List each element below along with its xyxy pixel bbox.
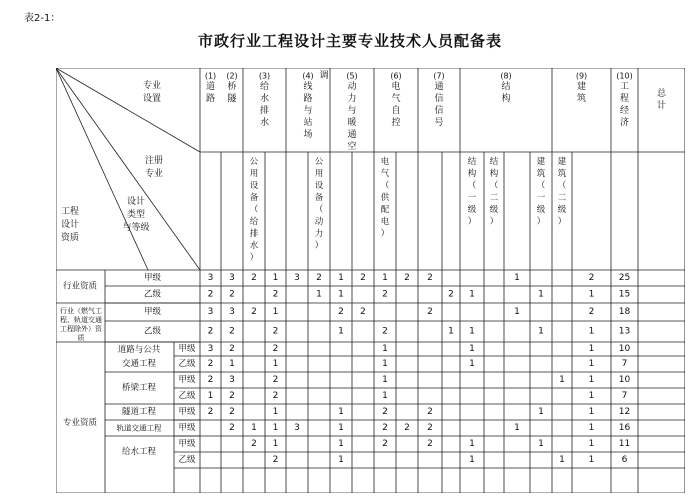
table-cell: 1 <box>538 407 544 417</box>
table-cell: 2 <box>382 423 388 433</box>
table-cell: 1 <box>382 391 388 401</box>
table-cell: 2 <box>404 273 410 283</box>
column-label: 线路与站场 <box>303 82 313 140</box>
registered-subheader: 电气（供配电） <box>380 157 390 239</box>
column-number: (4) <box>302 71 314 81</box>
table-cell: 1 <box>229 359 235 369</box>
table-cell: 2 <box>360 273 366 283</box>
column-label: 通信信号 <box>434 82 444 128</box>
table-cell: 1 <box>588 423 595 433</box>
column-number: (5) <box>346 71 358 81</box>
table-cell: 2 <box>360 307 366 317</box>
table-cell: 2 <box>251 307 257 317</box>
table-cell: 15 <box>618 289 631 300</box>
column-label: 给水排水 <box>259 82 270 128</box>
diag <box>56 68 200 152</box>
table-cell: 1 <box>538 289 544 300</box>
table-cell: 2 <box>448 289 454 300</box>
table-cell: 18 <box>618 307 631 317</box>
grade-label: 甲级 <box>178 375 196 385</box>
table-cell: 1 <box>588 455 595 465</box>
table-cell: 1 <box>469 326 475 337</box>
table-cell: 1 <box>588 375 595 385</box>
table-cell: 1 <box>469 289 475 300</box>
table-cell: 3 <box>207 273 214 283</box>
table-cell: 25 <box>618 273 631 283</box>
table-cell: 2 <box>207 289 214 300</box>
table-cell: 2 <box>382 407 388 417</box>
table-cell: 3 <box>294 423 300 433</box>
column-number: (6) <box>390 71 402 81</box>
column-label: 电气自控 <box>391 82 401 128</box>
column-number: (3) <box>258 71 271 81</box>
table-cell: 1 <box>469 439 475 449</box>
group-label: 行业（燃气工程、轨道交通工程除外）资质 <box>60 307 102 342</box>
table-cell: 1 <box>469 455 475 465</box>
table-cell: 16 <box>618 423 631 433</box>
table-cell: 2 <box>272 375 279 385</box>
table-cell: 1 <box>469 359 475 369</box>
table-cell: 1 <box>251 423 257 433</box>
table-cell: 11 <box>618 439 631 449</box>
corner-left: 设计 <box>60 220 80 230</box>
column-number: (8) <box>500 71 512 81</box>
registered-subheader: 公用设备（给排水） <box>249 157 259 263</box>
table-cell: 1 <box>272 407 279 417</box>
corner-lower: 与等级 <box>122 223 150 233</box>
column-label: 建筑 <box>576 82 587 104</box>
table-cell: 2 <box>229 326 235 337</box>
table-cell: 2 <box>229 289 235 300</box>
table-cell: 2 <box>427 423 433 433</box>
registered-subheader: 公用设备（动力） <box>314 157 324 251</box>
table-cell: 1 <box>272 359 279 369</box>
table-cell: 1 <box>338 273 344 283</box>
subgroup-label: 桥梁工程 <box>121 383 157 393</box>
group-label: 专业资质 <box>62 418 98 428</box>
table-cell: 1 <box>207 391 214 401</box>
column-number: (10) <box>616 71 633 81</box>
table-cell: 2 <box>427 307 433 317</box>
table-cell: 2 <box>207 407 214 417</box>
table-cell: 1 <box>338 423 344 433</box>
grade-label: 乙级 <box>143 289 162 300</box>
table-cell: 2 <box>251 273 257 283</box>
table-cell: 1 <box>514 307 520 317</box>
table-cell: 10 <box>618 344 631 354</box>
table-cell: 1 <box>588 359 595 369</box>
corner-middle: 专业 <box>144 169 164 179</box>
registered-subheader: 建筑（二级） <box>557 157 567 227</box>
column-number: (2) <box>226 71 238 81</box>
table-cell: 1 <box>382 344 388 354</box>
grade-label: 乙级 <box>178 455 196 465</box>
column-label: 道路 <box>205 82 216 104</box>
table-cell: 1 <box>588 407 595 417</box>
table-label: 表2-1： <box>24 13 61 24</box>
table-cell: 1 <box>382 273 388 283</box>
group-label: 行业资质 <box>62 281 98 292</box>
grade-label: 甲级 <box>143 273 162 283</box>
table-cell: 1 <box>588 344 595 354</box>
table-cell: 6 <box>621 455 628 465</box>
grade-label: 甲级 <box>143 307 162 317</box>
table-cell: 2 <box>316 273 322 283</box>
table-cell: 7 <box>621 359 628 369</box>
table-cell: 2 <box>207 326 214 337</box>
table-cell: 2 <box>207 359 214 369</box>
table-cell: 3 <box>229 375 235 385</box>
column-label: 总计 <box>656 89 667 111</box>
corner-top: 专业 <box>142 81 162 91</box>
registered-subheader: 结构（一级） <box>467 157 477 227</box>
table-cell: 1 <box>588 289 595 300</box>
column-number: (7) <box>433 71 445 81</box>
table-cell: 2 <box>382 326 388 337</box>
table-cell: 2 <box>427 407 433 417</box>
column-number: (9) <box>575 71 588 81</box>
table-cell: 1 <box>338 326 344 337</box>
table-cell: 1 <box>338 407 344 417</box>
table-cell: 1 <box>559 375 565 385</box>
table-cell: 1 <box>538 439 544 449</box>
table-cell: 3 <box>207 344 214 354</box>
table-cell: 2 <box>272 289 279 300</box>
table-cell: 1 <box>588 439 595 449</box>
corner-lower: 设计 <box>126 197 146 207</box>
table-cell: 2 <box>272 391 279 401</box>
page-title: 市政行业工程设计主要专业技术人员配备表 <box>197 32 502 50</box>
table-cell: 1 <box>382 375 388 385</box>
table-cell: 2 <box>427 439 433 449</box>
staffing-table <box>56 68 685 493</box>
table-cell: 1 <box>338 455 344 465</box>
table-cell: 2 <box>229 407 235 417</box>
column-label: 结构 <box>501 82 511 104</box>
table-cell: 1 <box>316 289 322 300</box>
grade-label: 乙级 <box>178 359 196 369</box>
corner-top: 设置 <box>142 94 162 104</box>
table-cell: 2 <box>272 455 279 465</box>
table-cell: 1 <box>514 273 520 283</box>
table-cell: 1 <box>338 289 344 300</box>
table-cell: 3 <box>207 307 214 317</box>
table-cell: 10 <box>618 375 631 385</box>
table-cell: 1 <box>382 359 388 369</box>
grade-label: 甲级 <box>178 423 196 433</box>
table-cell: 3 <box>229 307 235 317</box>
corner-left: 资质 <box>60 233 80 243</box>
grade-label: 甲级 <box>178 407 196 417</box>
table-cell: 1 <box>338 439 344 449</box>
table-cell: 1 <box>514 423 520 433</box>
registered-subheader: 建筑（一级） <box>536 157 546 227</box>
subgroup-label: 给水工程 <box>121 447 157 457</box>
table-cell: 1 <box>469 344 475 354</box>
grade-label: 乙级 <box>143 326 162 337</box>
table-cell: 1 <box>272 439 279 449</box>
table-cell: 3 <box>294 273 300 283</box>
table-cell: 2 <box>229 423 235 433</box>
table-cell: 2 <box>229 344 235 354</box>
corner-lower: 类型 <box>126 210 146 220</box>
table-cell: 2 <box>229 391 235 401</box>
table-cell: 1 <box>272 307 279 317</box>
subgroup-label: 轨道交通工程 <box>116 423 162 433</box>
table-cell: 1 <box>272 423 279 433</box>
table-cell: 1 <box>272 273 279 283</box>
table-cell: 12 <box>618 407 631 417</box>
table-cell: 1 <box>588 391 595 401</box>
table-cell: 7 <box>621 391 628 401</box>
table-cell: 2 <box>404 423 410 433</box>
table-cell: 2 <box>588 273 595 283</box>
subgroup-label: 隧道工程 <box>121 407 157 417</box>
table-cell: 2 <box>382 439 388 449</box>
table-cell: 2 <box>272 344 279 354</box>
corner-middle: 注册 <box>144 156 164 166</box>
table-cell: 13 <box>618 326 631 337</box>
column-prefix: 调 <box>319 71 329 81</box>
table-cell: 1 <box>448 326 454 337</box>
table-cell: 1 <box>588 326 595 337</box>
column-label: 桥隧 <box>227 82 237 104</box>
column-label: 工程经济 <box>619 82 630 128</box>
grade-label: 乙级 <box>178 391 196 401</box>
table-cell: 2 <box>207 375 214 385</box>
subgroup-label: 道路与公共 <box>117 345 161 355</box>
column-number: (1) <box>204 71 217 81</box>
column-label: 动力与暖通空 <box>347 82 357 152</box>
table-cell: 2 <box>382 289 388 300</box>
table-cell: 1 <box>538 326 544 337</box>
corner-left: 工程 <box>60 207 80 217</box>
registered-subheader: 结构（二级） <box>489 157 499 227</box>
table-cell: 1 <box>559 455 565 465</box>
table-cell: 2 <box>251 439 257 449</box>
table-cell: 2 <box>272 326 279 337</box>
table-cell: 3 <box>229 273 235 283</box>
table-cell: 2 <box>338 307 344 317</box>
grade-label: 甲级 <box>178 439 196 449</box>
table-cell: 2 <box>427 273 433 283</box>
table-cell: 2 <box>588 307 595 317</box>
grade-label: 甲级 <box>178 344 196 354</box>
subgroup-label: 交通工程 <box>121 359 157 369</box>
